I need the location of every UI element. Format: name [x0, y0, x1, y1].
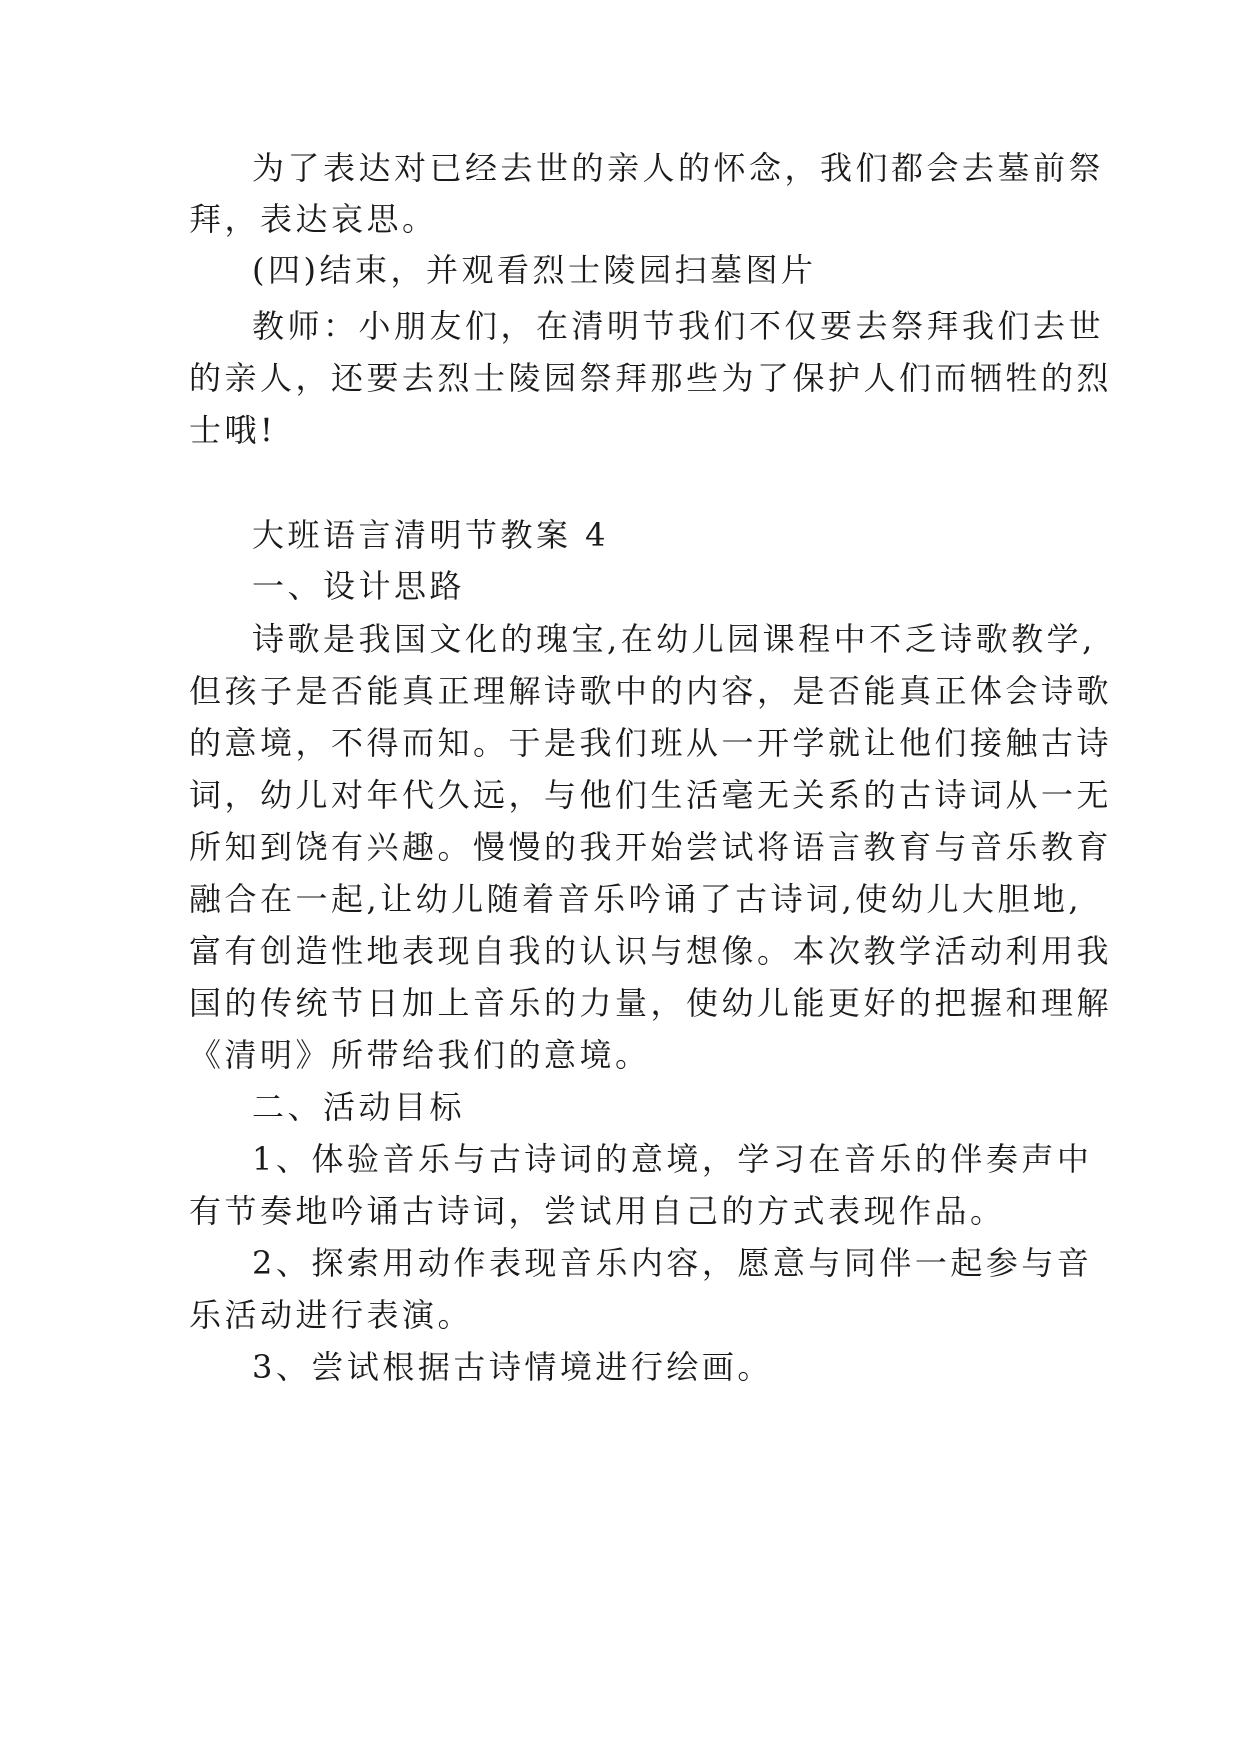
- paragraph-line: 的意境，不得而知。于是我们班从一开学就让他们接触古诗: [189, 724, 1113, 762]
- document-title: 大班语言清明节教案 4: [252, 516, 610, 554]
- section-heading: (四)结束，并观看烈士陵园扫墓图片: [252, 251, 817, 289]
- paragraph-line: 3、尝试根据古诗情境进行绘画。: [252, 1348, 773, 1386]
- paragraph-line: 所知到饶有兴趣。慢慢的我开始尝试将语言教育与音乐教育: [189, 828, 1113, 866]
- paragraph-line: 拜，表达哀思。: [189, 200, 438, 238]
- paragraph-line: 国的传统节日加上音乐的力量，使幼儿能更好的把握和理解: [189, 984, 1113, 1022]
- paragraph-line: 士哦!: [189, 411, 277, 449]
- paragraph-line: 词，幼儿对年代久远，与他们生活毫无关系的古诗词从一无: [189, 776, 1113, 814]
- paragraph-line: 2、探索用动作表现音乐内容，愿意与同伴一起参与音: [252, 1244, 1093, 1282]
- paragraph-line: 但孩子是否能真正理解诗歌中的内容，是否能真正体会诗歌: [189, 672, 1113, 710]
- paragraph-line: 为了表达对已经去世的亲人的怀念，我们都会去墓前祭: [252, 149, 1105, 187]
- paragraph-line: 的亲人，还要去烈士陵园祭拜那些为了保护人们而牺牲的烈: [189, 359, 1113, 397]
- paragraph-line: 诗歌是我国文化的瑰宝,在幼儿园课程中不乏诗歌教学,: [252, 620, 1096, 658]
- paragraph-line: 富有创造性地表现自我的认识与想像。本次教学活动利用我: [189, 932, 1113, 970]
- section-heading: 一、设计思路: [252, 567, 466, 605]
- section-heading: 二、活动目标: [252, 1088, 466, 1126]
- paragraph-line: 融合在一起,让幼儿随着音乐吟诵了古诗词,使幼儿大胆地,: [189, 880, 1083, 918]
- paragraph-line: 《清明》所带给我们的意境。: [189, 1036, 651, 1074]
- paragraph-line: 教师：小朋友们，在清明节我们不仅要去祭拜我们去世: [252, 307, 1105, 345]
- paragraph-line: 有节奏地吟诵古诗词，尝试用自己的方式表现作品。: [189, 1192, 1006, 1230]
- paragraph-line: 1、体验音乐与古诗词的意境，学习在音乐的伴奏声中: [252, 1140, 1093, 1178]
- paragraph-line: 乐活动进行表演。: [189, 1296, 474, 1334]
